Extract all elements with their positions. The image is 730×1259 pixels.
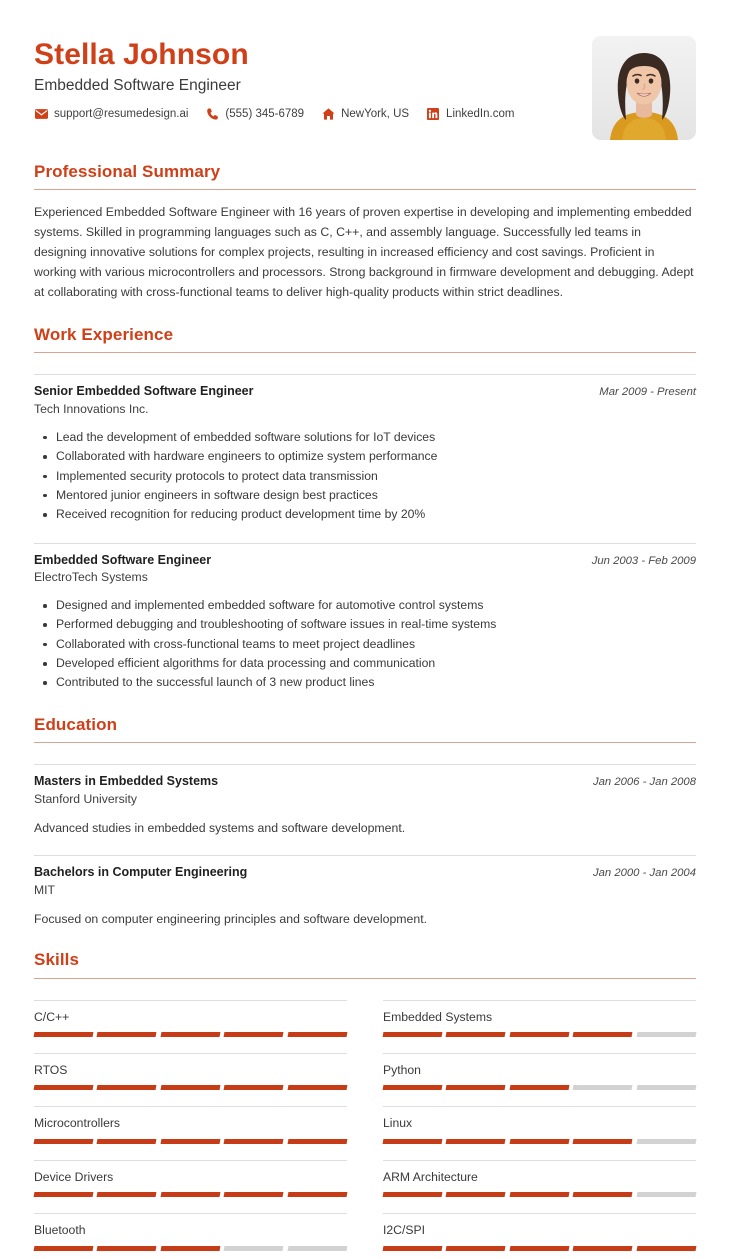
responsibility-item: Contributed to the successful launch of 3 new product lines [56,673,696,692]
degree-title: Bachelors in Computer Engineering [34,865,248,880]
education-entry [34,756,696,837]
skill-level-segment [446,1139,506,1144]
skill-level-segment [636,1139,696,1144]
skill-item [34,1205,347,1258]
skill-level-segment [97,1192,157,1197]
skill-level-bar [34,1246,347,1251]
contact-linkedin-text: LinkedIn.com [446,108,515,121]
skill-level-segment [224,1246,284,1251]
skill-level-segment [224,1085,284,1090]
skill-level-segment [573,1139,633,1144]
skill-name: Device Drivers [34,1169,114,1184]
school-name: MIT [34,882,55,897]
skill-level-segment [160,1192,220,1197]
contact-phone-text: (555) 345-6789 [225,108,305,121]
skill-item [34,1045,347,1098]
entry-header [34,383,696,400]
skill-level-segment [287,1139,347,1144]
section-title-skills: Skills [34,950,80,970]
responsibility-item: Designed and implemented embedded software for automotive control systems [56,596,696,615]
summary-text: Experienced Embedded Software Engineer with 16 years of proven expertise in developing and implementing embedded systems. Skilled in programming languages such as C, C++, and assembly language. Successfully led teams in designing innovative solutions for complex projects, resulting in increased efficiency and cost savings. Proficient in working with various microcontrollers and processors. Strong background in firmware development and debugging. Adept at collaborating with cross-functional teams to deliver high-quality products within strict deadlines. [34,205,694,300]
skill-item [383,1098,696,1151]
skill-name: Python [383,1062,421,1077]
skill-level-segment [97,1032,157,1037]
responsibility-list [34,428,696,525]
contact-row [34,108,574,121]
skill-level-segment [224,1192,284,1197]
section-divider [34,742,696,743]
skill-level-segment [446,1246,506,1251]
education-date-range: Jan 2000 - Jan 2004 [592,867,696,880]
skill-level-segment [573,1032,633,1037]
envelope-icon [34,108,48,121]
skill-item [34,1098,347,1151]
skill-level-segment [509,1139,569,1144]
skill-level-bar [34,1139,347,1144]
skill-level-segment [383,1139,443,1144]
skills-grid [34,992,696,1259]
responsibility-item: Implemented security protocols to protect data transmission [56,467,696,486]
skill-level-bar [34,1085,347,1090]
skill-level-segment [509,1085,569,1090]
skill-divider [383,1213,696,1214]
skill-level-segment [287,1246,347,1251]
skill-level-segment [509,1192,569,1197]
skill-level-segment [383,1032,443,1037]
skill-level-segment [287,1192,347,1197]
responsibility-item: Lead the development of embedded software solutions for IoT devices [56,428,696,447]
skill-divider [383,1000,696,1001]
skill-level-segment [224,1139,284,1144]
skill-item [383,1045,696,1098]
education-description: Focused on computer engineering principles and software development. [34,911,428,926]
skill-divider [34,1000,347,1001]
entry-header [34,552,696,569]
degree-title: Masters in Embedded Systems [34,774,219,789]
header-text-block [34,34,574,121]
phone-icon [205,108,219,121]
contact-linkedin[interactable] [426,108,514,121]
skill-level-segment [97,1139,157,1144]
company-name: ElectroTech Systems [34,570,148,585]
skill-level-segment [34,1032,94,1037]
skill-level-segment [636,1032,696,1037]
responsibility-item: Performed debugging and troubleshooting of software issues in real-time systems [56,615,696,634]
contact-location-text: NewYork, US [341,108,410,121]
work-entry [34,366,696,524]
skill-level-segment [509,1246,569,1251]
skill-level-segment [160,1085,220,1090]
skill-item [34,992,347,1045]
resume-header [34,28,696,140]
education-date-range: Jan 2006 - Jan 2008 [592,776,696,789]
contact-email-text: support@resumedesign.ai [54,108,189,121]
job-date-range: Mar 2009 - Present [599,386,696,399]
section-divider [34,189,696,190]
skill-divider [383,1160,696,1161]
company-name: Tech Innovations Inc. [34,402,149,417]
responsibility-item: Collaborated with cross-functional teams to meet project deadlines [56,635,696,654]
skill-name: Linux [383,1116,413,1131]
school-name: Stanford University [34,791,137,806]
skill-item [383,1205,696,1258]
home-icon [321,108,335,121]
skill-level-segment [383,1085,443,1090]
section-title-education: Education [34,714,118,734]
skill-level-segment [383,1192,443,1197]
skill-level-segment [446,1085,506,1090]
contact-phone[interactable] [205,108,304,121]
skill-level-bar [34,1192,347,1197]
section-divider [34,978,696,979]
responsibility-list [34,596,696,693]
skill-divider [34,1213,347,1214]
skill-name: Microcontrollers [34,1116,121,1131]
skill-item [34,1152,347,1205]
skill-divider [34,1160,347,1161]
skill-name: Embedded Systems [383,1009,493,1024]
skill-level-segment [446,1192,506,1197]
skill-level-segment [160,1032,220,1037]
skill-level-segment [287,1032,347,1037]
skill-level-segment [636,1246,696,1251]
skill-level-segment [287,1085,347,1090]
section-divider [34,352,696,353]
skill-level-segment [34,1192,94,1197]
skill-level-segment [446,1032,506,1037]
skill-name: RTOS [34,1062,68,1077]
skill-name: Bluetooth [34,1223,86,1238]
entry-divider [34,764,696,765]
section-professional-summary [34,162,696,303]
skill-level-segment [34,1139,94,1144]
candidate-job-title: Embedded Software Engineer [34,76,241,94]
education-entry-list [34,756,696,928]
section-skills [34,950,696,1259]
skill-divider [34,1053,347,1054]
entry-header [34,773,696,790]
education-description: Advanced studies in embedded systems and software development. [34,820,406,835]
skill-name: I2C/SPI [383,1223,425,1238]
skill-level-segment [573,1246,633,1251]
skill-level-bar [383,1032,696,1037]
skill-level-segment [97,1246,157,1251]
skill-level-bar [383,1085,696,1090]
skill-level-segment [160,1246,220,1251]
work-entry [34,535,696,693]
entry-divider [34,374,696,375]
profile-photo [592,36,696,140]
work-entry-list [34,366,696,692]
skill-item [383,992,696,1045]
entry-header [34,864,696,881]
skill-level-segment [573,1085,633,1090]
skill-divider [383,1053,696,1054]
job-date-range: Jun 2003 - Feb 2009 [591,554,696,567]
skill-level-segment [383,1246,443,1251]
skill-level-bar [383,1139,696,1144]
section-title-work: Work Experience [34,324,174,344]
skill-name: C/C++ [34,1009,70,1024]
skill-level-bar [383,1192,696,1197]
education-entry [34,847,696,928]
section-work-experience [34,325,696,693]
contact-location[interactable] [321,108,409,121]
skill-level-segment [224,1032,284,1037]
skill-item [383,1152,696,1205]
skill-level-segment [97,1085,157,1090]
skill-level-segment [34,1246,94,1251]
skill-divider [34,1106,347,1107]
skill-level-segment [573,1192,633,1197]
job-title: Senior Embedded Software Engineer [34,384,254,399]
section-title-summary: Professional Summary [34,162,221,181]
skill-level-segment [160,1139,220,1144]
job-title: Embedded Software Engineer [34,552,212,567]
skill-level-segment [509,1032,569,1037]
skill-level-bar [34,1032,347,1037]
skill-level-segment [34,1085,94,1090]
skill-level-bar [383,1246,696,1251]
profile-photo-wrapper [592,36,696,140]
responsibility-item: Developed efficient algorithms for data processing and communication [56,654,696,673]
section-education [34,715,696,928]
candidate-name: Stella Johnson [34,38,249,71]
entry-divider [34,543,696,544]
skill-level-segment [636,1192,696,1197]
responsibility-item: Received recognition for reducing product development time by 20% [56,505,696,524]
responsibility-item: Mentored junior engineers in software design best practices [56,486,696,505]
contact-email[interactable] [34,108,188,121]
skill-level-segment [636,1085,696,1090]
linkedin-icon [426,108,440,121]
skill-name: ARM Architecture [383,1169,478,1184]
entry-divider [34,855,696,856]
skill-divider [383,1106,696,1107]
responsibility-item: Collaborated with hardware engineers to optimize system performance [56,447,696,466]
